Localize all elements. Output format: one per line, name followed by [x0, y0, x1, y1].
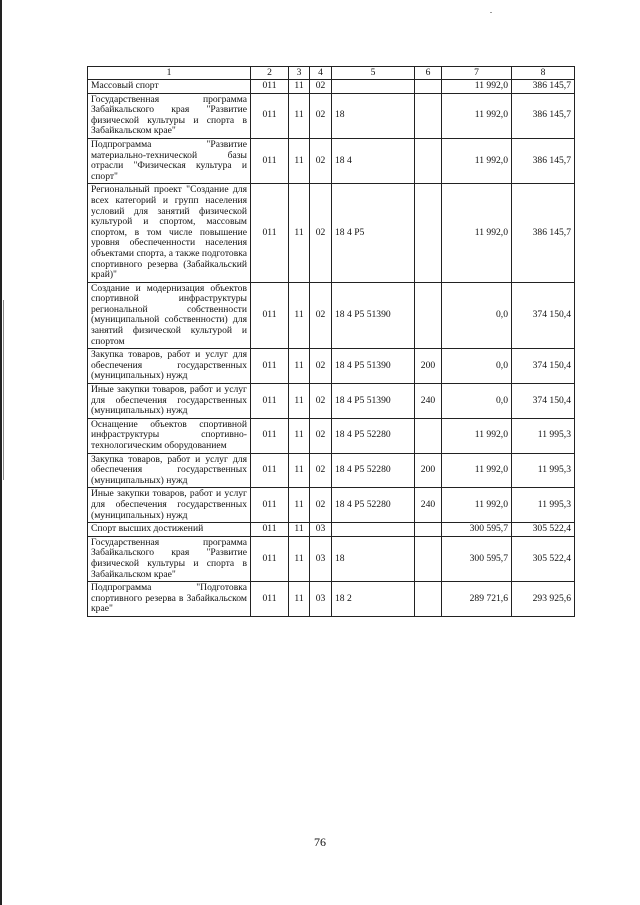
budget-table — [87, 66, 575, 617]
row-name: Иные закупки товаров, работ и услуг для обеспечения государственных (муниципальных) нужд — [88, 384, 251, 419]
row-target-article: 18 4 P5 52280 — [332, 418, 415, 453]
row-expense-type — [415, 418, 442, 453]
row-name: Закупка товаров, работ и услуг для обеспечения государственных (муниципальных) нужд — [88, 453, 251, 488]
col-header-4: 4 — [310, 67, 332, 80]
row-name: Спорт высших достижений — [88, 523, 251, 537]
row-name: Закупка товаров, работ и услуг для обеспечения государственных (муниципальных) нужд — [88, 349, 251, 384]
table-row — [88, 349, 575, 384]
table-row — [88, 384, 575, 419]
row-amount-col7: 300 595,7 — [442, 536, 512, 581]
row-section-code: 11 — [289, 138, 310, 183]
table-row — [88, 282, 575, 349]
table-row — [88, 80, 575, 94]
row-amount-col7: 289 721,6 — [442, 582, 512, 617]
col-header-2: 2 — [251, 67, 289, 80]
row-expense-type — [415, 80, 442, 94]
table-row — [88, 93, 575, 138]
col-header-7: 7 — [442, 67, 512, 80]
table-row — [88, 418, 575, 453]
scan-edge-shadow — [3, 300, 4, 480]
row-name: Иные закупки товаров, работ и услуг для обеспечения государственных (муниципальных) нужд — [88, 488, 251, 523]
col-header-8: 8 — [512, 67, 575, 80]
row-name: Создание и модернизация объектов спортивной инфраструктуры региональной собственности (муниципальной собственности) для занятий физической культурой и спортом — [88, 282, 251, 349]
row-expense-type: 240 — [415, 384, 442, 419]
row-ministry-code: 011 — [251, 349, 289, 384]
row-subsection-code: 02 — [310, 418, 332, 453]
row-subsection-code: 02 — [310, 184, 332, 282]
table-row — [88, 536, 575, 581]
row-amount-col8: 386 145,7 — [512, 93, 575, 138]
row-section-code: 11 — [289, 93, 310, 138]
row-target-article: 18 4 P5 52280 — [332, 453, 415, 488]
row-expense-type: 240 — [415, 488, 442, 523]
row-expense-type — [415, 93, 442, 138]
row-amount-col7: 11 992,0 — [442, 418, 512, 453]
page-number: 76 — [314, 835, 326, 849]
row-amount-col7: 11 992,0 — [442, 453, 512, 488]
row-ministry-code: 011 — [251, 453, 289, 488]
row-amount-col8: 305 522,4 — [512, 536, 575, 581]
row-subsection-code: 02 — [310, 453, 332, 488]
row-amount-col7: 11 992,0 — [442, 488, 512, 523]
row-ministry-code: 011 — [251, 282, 289, 349]
row-amount-col7: 11 992,0 — [442, 93, 512, 138]
row-target-article: 18 2 — [332, 582, 415, 617]
row-subsection-code: 02 — [310, 80, 332, 94]
row-subsection-code: 02 — [310, 93, 332, 138]
row-ministry-code: 011 — [251, 138, 289, 183]
col-header-3: 3 — [289, 67, 310, 80]
row-expense-type — [415, 582, 442, 617]
row-section-code: 11 — [289, 184, 310, 282]
row-amount-col8: 386 145,7 — [512, 80, 575, 94]
row-section-code: 11 — [289, 453, 310, 488]
row-section-code: 11 — [289, 80, 310, 94]
table-row — [88, 138, 575, 183]
row-section-code: 11 — [289, 349, 310, 384]
table-row — [88, 488, 575, 523]
row-section-code: 11 — [289, 282, 310, 349]
row-amount-col8: 305 522,4 — [512, 523, 575, 537]
row-ministry-code: 011 — [251, 536, 289, 581]
row-expense-type — [415, 138, 442, 183]
row-target-article: 18 4 P5 51390 — [332, 384, 415, 419]
row-ministry-code: 011 — [251, 80, 289, 94]
row-ministry-code: 011 — [251, 93, 289, 138]
row-name: Подпрограмма "Развитие материально-технической базы отрасли "Физическая культура и спорт" — [88, 138, 251, 183]
row-ministry-code: 011 — [251, 184, 289, 282]
row-amount-col7: 0,0 — [442, 349, 512, 384]
row-amount-col7: 11 992,0 — [442, 184, 512, 282]
row-ministry-code: 011 — [251, 523, 289, 537]
row-name: Государственная программа Забайкальского края "Развитие физической культуры и спорта в Забайкальском крае" — [88, 93, 251, 138]
row-amount-col8: 11 995,3 — [512, 453, 575, 488]
row-target-article: 18 4 — [332, 138, 415, 183]
row-name: Массовый спорт — [88, 80, 251, 94]
row-expense-type — [415, 523, 442, 537]
row-name: Оснащение объектов спортивной инфраструктуры спортивно-технологическим оборудованием — [88, 418, 251, 453]
row-name: Региональный проект "Создание для всех категорий и групп населения условий для занятий физической культурой и спортом, массовым спортом, в том числе повышение уровня обеспеченности населения объектами спорта, а также подготовка спортивного резерва (Забайкальский край)" — [88, 184, 251, 282]
row-subsection-code: 02 — [310, 282, 332, 349]
table-row — [88, 582, 575, 617]
table-row — [88, 453, 575, 488]
row-ministry-code: 011 — [251, 418, 289, 453]
col-header-1: 1 — [88, 67, 251, 80]
row-section-code: 11 — [289, 488, 310, 523]
row-ministry-code: 011 — [251, 488, 289, 523]
row-subsection-code: 02 — [310, 488, 332, 523]
row-ministry-code: 011 — [251, 384, 289, 419]
row-section-code: 11 — [289, 418, 310, 453]
row-amount-col8: 293 925,6 — [512, 582, 575, 617]
row-name: Государственная программа Забайкальского края "Развитие физической культуры и спорта в Забайкальском крае" — [88, 536, 251, 581]
row-subsection-code: 02 — [310, 349, 332, 384]
table-row — [88, 523, 575, 537]
row-expense-type — [415, 282, 442, 349]
row-target-article — [332, 80, 415, 94]
row-section-code: 11 — [289, 384, 310, 419]
row-amount-col7: 0,0 — [442, 282, 512, 349]
row-target-article: 18 4 P5 — [332, 184, 415, 282]
row-expense-type — [415, 184, 442, 282]
row-ministry-code: 011 — [251, 582, 289, 617]
row-target-article: 18 4 P5 52280 — [332, 488, 415, 523]
row-target-article: 18 4 P5 51390 — [332, 349, 415, 384]
row-expense-type: 200 — [415, 349, 442, 384]
row-section-code: 11 — [289, 536, 310, 581]
scan-speck — [490, 12, 492, 13]
row-expense-type: 200 — [415, 453, 442, 488]
col-header-5: 5 — [332, 67, 415, 80]
scan-edge-line — [0, 0, 2, 905]
row-section-code: 11 — [289, 582, 310, 617]
row-amount-col8: 11 995,3 — [512, 488, 575, 523]
table-header-row — [88, 67, 575, 80]
row-amount-col8: 386 145,7 — [512, 138, 575, 183]
row-target-article — [332, 523, 415, 537]
row-amount-col8: 374 150,4 — [512, 282, 575, 349]
row-amount-col7: 11 992,0 — [442, 80, 512, 94]
row-subsection-code: 03 — [310, 536, 332, 581]
row-amount-col7: 11 992,0 — [442, 138, 512, 183]
row-expense-type — [415, 536, 442, 581]
row-amount-col7: 300 595,7 — [442, 523, 512, 537]
row-subsection-code: 02 — [310, 384, 332, 419]
row-amount-col8: 374 150,4 — [512, 384, 575, 419]
row-target-article: 18 — [332, 536, 415, 581]
row-amount-col8: 11 995,3 — [512, 418, 575, 453]
row-subsection-code: 03 — [310, 523, 332, 537]
row-amount-col8: 374 150,4 — [512, 349, 575, 384]
row-section-code: 11 — [289, 523, 310, 537]
row-name: Подпрограмма "Подготовка спортивного резерва в Забайкальском крае" — [88, 582, 251, 617]
table-row — [88, 184, 575, 282]
col-header-6: 6 — [415, 67, 442, 80]
row-target-article: 18 4 P5 51390 — [332, 282, 415, 349]
row-amount-col8: 386 145,7 — [512, 184, 575, 282]
row-target-article: 18 — [332, 93, 415, 138]
row-amount-col7: 0,0 — [442, 384, 512, 419]
row-subsection-code: 02 — [310, 138, 332, 183]
row-subsection-code: 03 — [310, 582, 332, 617]
